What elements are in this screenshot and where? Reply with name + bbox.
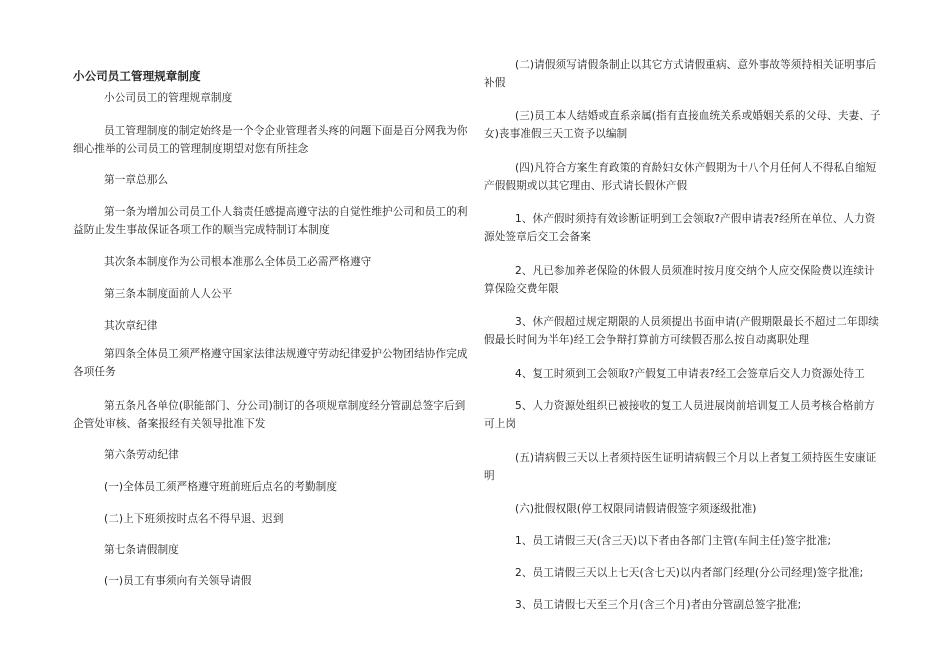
paragraph: 3、休产假超过规定期限的人员须提出书面申请(产假期限最长不超过二年即续假最长时间为半年)经工会争辩打算前方可续假否那么按自动离职处理: [484, 316, 879, 346]
paragraph: 其次条本制度作为公司根本准那么全体员工必需严格遵守: [104, 256, 372, 268]
paragraph: 第一条为增加公司员工仆人翁责任感提高遵守法的自觉性维护公司和员工的利益防止发生事故保证各项工作的顺当完成特制订本制度: [73, 206, 468, 236]
paragraph: 2、凡已参加养老保险的休假人员须准时按月度交纳个人应交保险费以连续计算保险交费年限: [484, 265, 875, 295]
paragraph: 第七条请假制度: [104, 544, 179, 556]
paragraph: 1、休产假时须持有效诊断证明到工会领取?产假申请表?经所在单位、人力资源处签章后交工会备案: [484, 213, 876, 243]
paragraph: (五)请病假三天以上者须持医生证明请病假三个月以上者复工须持医生安康证明: [484, 452, 877, 482]
paragraph: 第五条凡各单位(职能部门、分公司)制订的各项规章制度经分管副总签字后到企管处审核、备案报经有关领导批准下发: [73, 400, 466, 430]
document-title: 小公司员工管理规章制度: [73, 69, 201, 83]
paragraph: 第六条劳动纪律: [104, 449, 179, 461]
paragraph: (四)凡符合方案生育政策的育龄妇女休产假期为十八个月任何人不得私自缩短产假假期或以其它理由、形式请长假休产假: [484, 162, 877, 192]
paragraph: 第四条全体员工须严格遵守国家法律法规遵守劳动纪律爱护公物团结协作完成各项任务: [73, 348, 468, 378]
paragraph: 员工管理制度的制定始终是一个令企业管理者头疼的问题下面是百分网我为你细心推举的公司员工的管理制度期望对您有所挂念: [73, 125, 468, 155]
subtitle-paragraph: 小公司员工的管理规章制度: [104, 92, 233, 104]
chapter-heading: 第一章总那么: [104, 174, 169, 186]
paragraph: (二)请假须写请假条制止以其它方式请假重病、意外事故等须持相关证明事后补假: [484, 59, 877, 89]
paragraph: 第三条本制度面前人人公平: [104, 288, 233, 300]
paragraph: (一)全体员工须严格遵守班前班后点名的考勤制度: [104, 481, 338, 493]
paragraph: (二)上下班须按时点名不得早退、迟到: [104, 513, 284, 525]
paragraph: (六)批假权限(停工权限同请假请假签字须逐级批准): [515, 503, 757, 515]
chapter-heading: 其次章纪律: [104, 320, 158, 332]
paragraph: 4、复工时须到工会领取?产假复工申请表?经工会签章后交人力资源处待工: [515, 368, 865, 380]
paragraph: 2、员工请假三天以上七天(含七天)以内者部门经理(分公司经理)签字批准;: [515, 567, 864, 579]
paragraph: (三)员工本人结婚或直系亲属(指有直接血统关系或婚姻关系的父母、夫妻、子女)丧事准假三天工资予以编制: [484, 110, 881, 140]
paragraph: (一)员工有事须向有关领导请假: [104, 575, 252, 587]
paragraph: 5、人力资源处组织已被接收的复工人员进展岗前培训复工人员考核合格前方可上岗: [484, 400, 875, 430]
paragraph: 3、员工请假七天至三个月(含三个月)者由分管副总签字批准;: [515, 599, 802, 611]
paragraph: 1、员工请假三天(含三天)以下者由各部门主管(车间主任)签字批准;: [515, 535, 832, 547]
